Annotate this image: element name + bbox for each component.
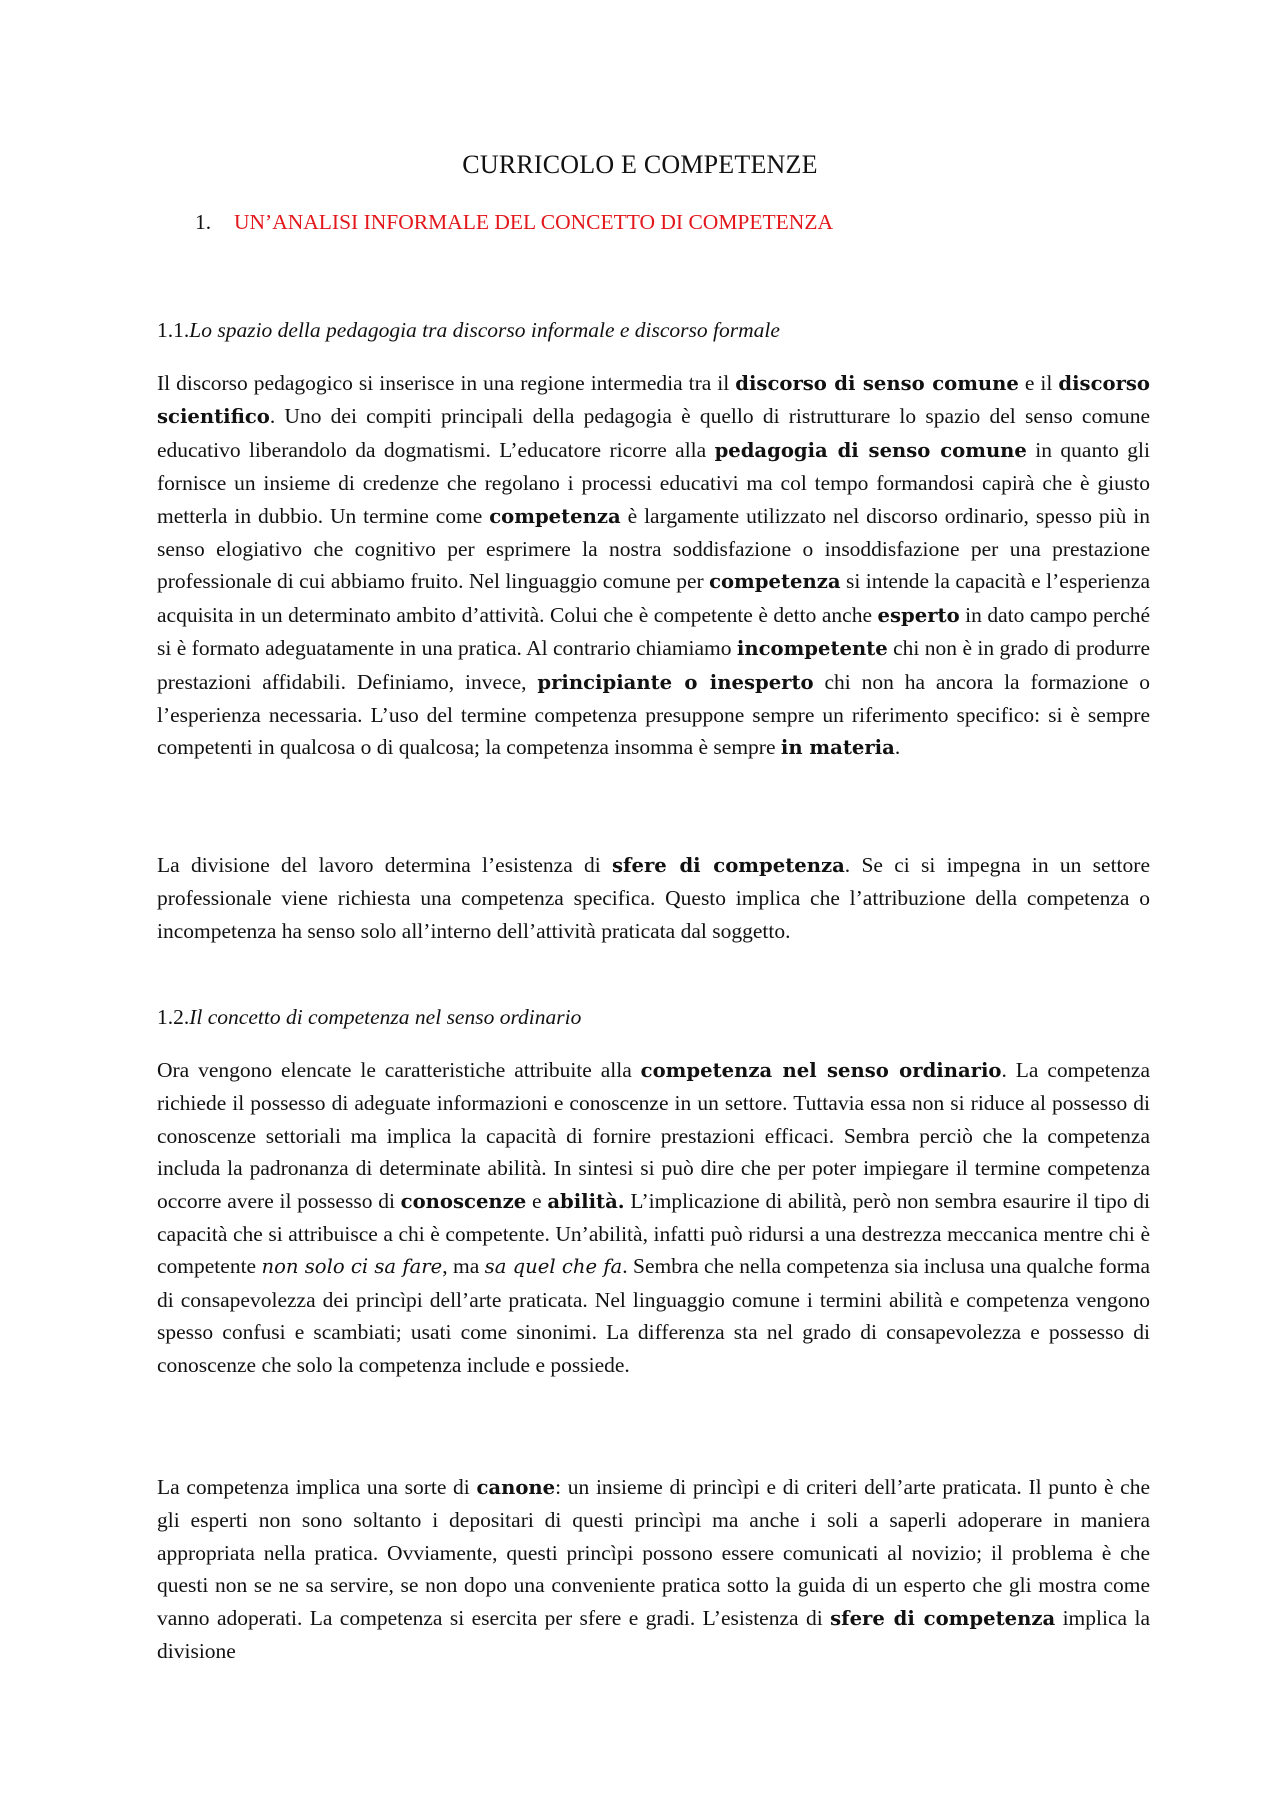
bold-term: pedagogia di senso comune (714, 438, 1027, 462)
bold-term: sfere di competenza (612, 854, 845, 877)
bold-term: sfere di competenza (830, 1606, 1056, 1630)
bold-term: in materia (780, 736, 895, 760)
text-run: chi non ha ancora la formazione o l’esperienza necessaria. L’uso del termine competenza presuppone sempre un riferimento specifico: si è sempre competenti in qualcosa o di qualcosa; la competenza insomma è sempre (157, 669, 1150, 760)
bold-term: canone (476, 1476, 556, 1499)
bold-term: esperto (877, 603, 960, 627)
text-run: chi non è in grado di produrre prestazioni affidabili. Definiamo, invece, (157, 636, 1150, 694)
text-run: . La competenza richiede il possesso di adeguate informazioni e conoscenze in un settore. Tuttavia essa non si riduce al possesso di conoscenze settoriali ma implica la capacità di fornire prestazioni efficaci. Sembra perciò che la competenza includa la padronanza di determinate abilità. In sintesi si può dire che per poter impiegare il termine competenza occorre avere il possesso di (157, 1058, 1151, 1213)
bold-term: discorso scientifico (157, 372, 1150, 429)
chapter-number: 1. (195, 210, 212, 234)
text-run: Il discorso pedagogico si inserisce in una regione intermedia tra il (157, 371, 736, 395)
paragraph (157, 1471, 1150, 1667)
text-run: . (894, 735, 901, 760)
text-run: La competenza implica una sorte di (157, 1475, 477, 1499)
section-title: Il concetto di competenza nel senso ordinario (189, 1005, 582, 1029)
bold-term: competenza nel senso ordinario (640, 1059, 1002, 1082)
section-heading (157, 1002, 581, 1032)
bold-term: conoscenze (400, 1189, 527, 1213)
section-title: Lo spazio della pedagogia tra discorso informale e discorso formale (189, 318, 780, 342)
chapter-heading (195, 210, 833, 235)
text-run: : un insieme di princìpi e di criteri dell’arte praticata. Il punto è che gli esperti non sono soltanto i depositari di questi princìpi ma anche i soli a saperli adoperare in maniera appropriata nella pratica. Ovviamente, questi princìpi possono essere comunicati al novizio; il problema è che questi non se ne sa servire, se non dopo una conveniente pratica sotto la guida di un esperto che gli mostra come vanno adoperati. La competenza si esercita per sfere e gradi. L’esistenza di (157, 1475, 1150, 1630)
paragraph (157, 849, 1150, 947)
section-number: 1.2. (157, 1005, 190, 1029)
text-run: in dato campo perché si è formato adeguatamente in una pratica. Al contrario chiamiamo (157, 602, 1151, 661)
italic-phrase: non solo ci sa fare (261, 1255, 443, 1279)
paragraph (157, 1054, 1150, 1381)
section-number: 1.1. (157, 318, 190, 342)
paragraph (157, 367, 1150, 765)
bold-term: incompetente (736, 637, 888, 661)
text-run: e (526, 1188, 548, 1213)
text-run: . Uno dei compiti principali della pedagogia è quello di ristrutturare lo spazio del senso comune educativo liberandolo da dogmatismi. L’educatore ricorre alla (157, 404, 1150, 462)
text-run: L’implicazione di abilità, però non sembra esaurire il tipo di capacità che si attribuisce a chi è competente. Un’abilità, infatti può ridursi a una destrezza meccanica mentre chi è competente (157, 1188, 1150, 1279)
bold-term: competenza (709, 570, 841, 594)
bold-term: competenza (489, 504, 621, 528)
text-run: . Sembra che nella competenza sia inclusa una qualche forma di consapevolezza dei princìpi dell’arte praticata. Nel linguaggio comune i termini abilità e competenza vengono spesso confusi e scambiati; usati come sinonimi. La differenza sta nel grado di consapevolezza e possesso di conoscenze che solo la competenza include e possiede. (157, 1254, 1151, 1377)
text-run: , ma (442, 1254, 485, 1279)
text-run: Ora vengono elencate le caratteristiche attribuite alla (157, 1058, 641, 1082)
bold-term: abilità. (547, 1189, 625, 1213)
text-run: si intende la capacità e l’esperienza acquisita in un determinato ambito d’attività. Colui che è competente è detto anche (157, 569, 1150, 627)
document-title: CURRICOLO E COMPETENZE (462, 150, 818, 179)
italic-phrase: sa quel che fa (484, 1255, 623, 1279)
text-run: . Se ci si impegna in un settore professionale viene richiesta una competenza specifica. Questo implica che l’attribuzione della competenza o incompetenza ha senso solo all’interno dell’attività praticata dal soggetto. (157, 853, 1150, 943)
bold-term: discorso di senso comune (735, 372, 1019, 395)
text-run: è largamente utilizzato nel discorso ordinario, spesso più in senso elogiativo che cognitivo per esprimere la nostra soddisfazione o insoddisfazione per una prestazione professionale di cui abbiamo fruito. Nel linguaggio comune per (157, 503, 1150, 594)
chapter-title: UN’ANALISI INFORMALE DEL CONCETTO DI COMPETENZA (234, 210, 833, 234)
text-run: in quanto gli fornisce un insieme di credenze che regolano i processi educativi ma col tempo formandosi capirà che è giusto metterla in dubbio. Un termine come (157, 437, 1150, 528)
section-heading (157, 315, 780, 345)
text-run: implica la divisione (157, 1605, 1150, 1664)
text-run: e il (1018, 371, 1059, 395)
bold-term: principiante o inesperto (537, 670, 814, 694)
text-run: La divisione del lavoro determina l’esistenza di (157, 853, 613, 877)
